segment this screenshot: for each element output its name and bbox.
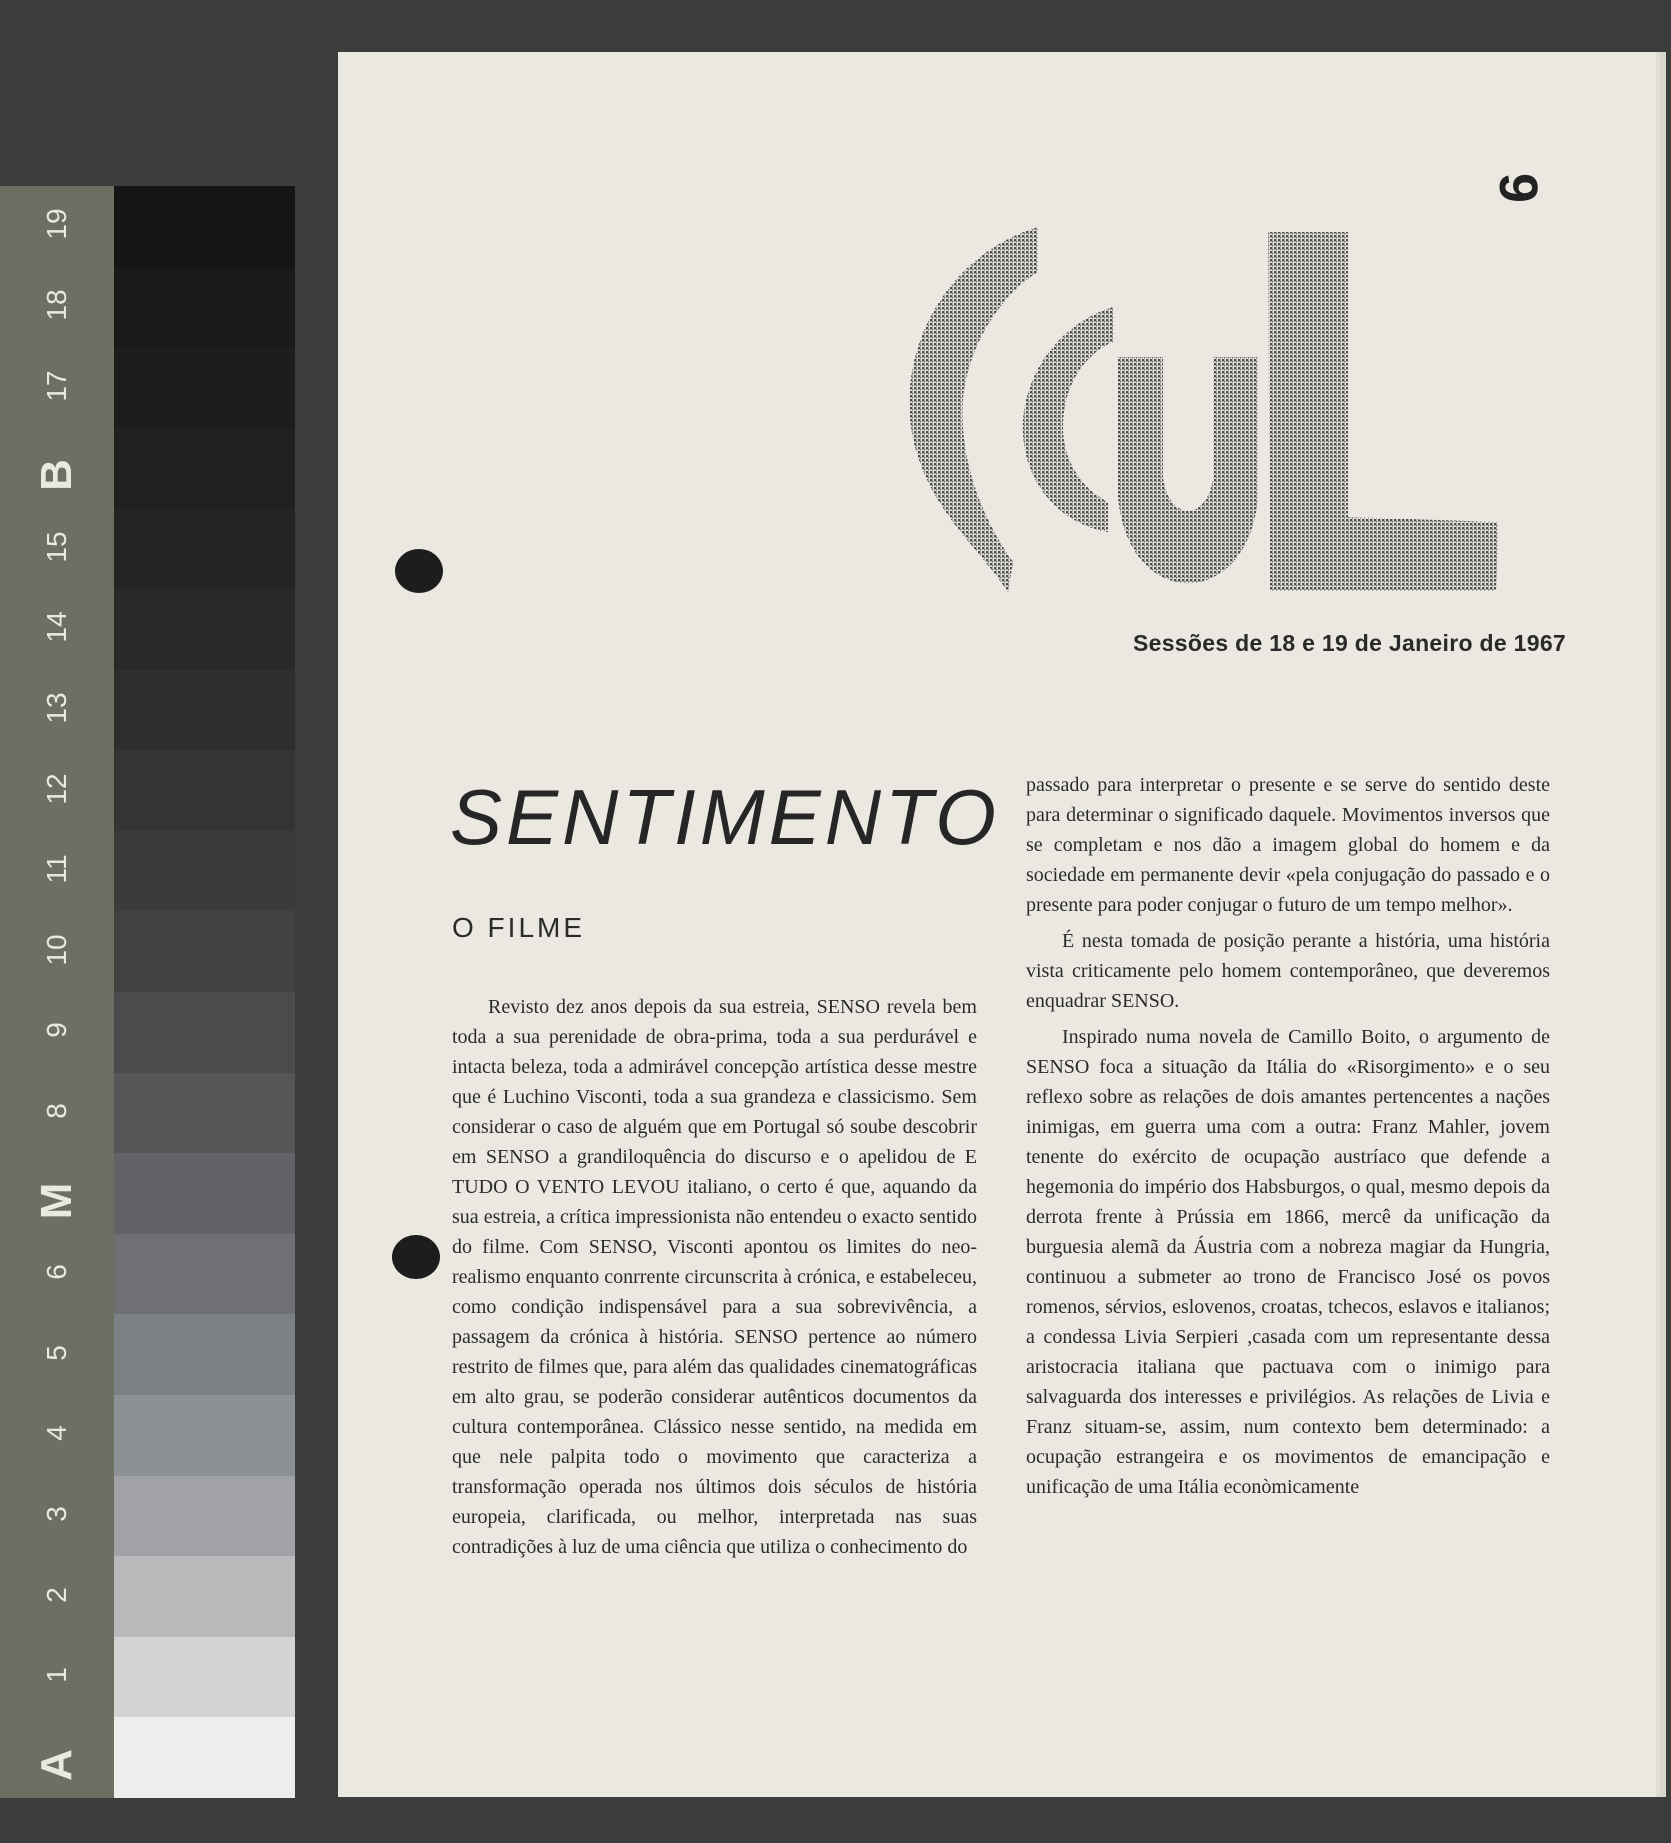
article-subtitle: O FILME	[452, 912, 586, 943]
paragraph: passado para interpretar o presente e se serve do sentido deste para determinar o significado daquele. Movimentos inversos que se completam e nos dão a imagem global do homem e da sociedade em permanente devir «pela conjugação do passado e o presente para poder conjugar o futuro de um tempo melhor».	[1026, 774, 1550, 916]
grey-swatch	[114, 750, 295, 831]
ruler-tick-label: 3	[41, 1506, 72, 1522]
color-calibration-strip	[0, 186, 295, 1798]
ruler-tick-label: 4	[41, 1425, 72, 1442]
session-date: Sessões de 18 e 19 de Janeiro de 1967	[1132, 630, 1566, 656]
grey-swatch	[114, 428, 295, 509]
ruler-tick-label: 15	[41, 531, 72, 563]
text-column-right	[1026, 770, 1550, 1502]
grey-swatch	[114, 911, 295, 992]
ruler-tick-label: 13	[41, 692, 72, 724]
logo-letter-l	[1268, 232, 1498, 591]
ruler-tick-label: 8	[41, 1103, 72, 1119]
ruler-tick-label: 10	[41, 934, 72, 966]
ruler-tick-label: B	[32, 459, 81, 491]
ruler-tick-label: 12	[41, 772, 72, 805]
grey-swatch	[114, 1476, 295, 1557]
grey-swatch	[114, 992, 295, 1073]
grey-swatches	[114, 186, 295, 1798]
grey-swatch	[114, 1314, 295, 1395]
page-number: 9	[1488, 172, 1549, 204]
logo-letter-c-inner	[1023, 307, 1113, 532]
ruler-tick-label: 5	[41, 1344, 72, 1361]
grey-swatch	[114, 508, 295, 589]
grey-swatch	[114, 1556, 295, 1637]
program-sheet	[338, 52, 1656, 1797]
ruler-tick-label: 2	[41, 1586, 72, 1603]
punch-hole-top	[395, 549, 443, 593]
logo-letter-c-outer	[909, 227, 1038, 592]
punch-hole-bottom	[392, 1235, 440, 1279]
text-column-left	[452, 992, 977, 1562]
grey-swatch	[114, 1153, 295, 1234]
grey-swatch	[114, 347, 295, 428]
paragraph: Inspirado numa novela de Camillo Boito, o argumento de SENSO foca a situação da Itália do «Risorgimento» e o seu reflexo sobre as relações de dois amantes pertencentes a nações inimigas, em guerra uma com a outra: Franz Mahler, jovem tenente do exército de ocupação austríaco que defende a hegemonia do império dos Habsburgos, o qual, mesmo depois da derrota frente à Prússia em 1866, mercê da unificação da burguesia alemã da Áustria com a nobreza magiar da Hungria, continuou a submeter ao trono de Francisco José os povos romenos, sérvios, eslovenos, croatas, tchecos, eslavos e italianos; a condessa Livia Serpieri ,casada com um representante dessa aristocracia italiana que pactuava com o inimigo para salvaguarda dos interesses e privilégios. As relações de Livia e Franz situam-se, assim, num contexto bem determinado: a ocupação estrangeira e os movimentos de emancipação e unificação de uma Itália econòmicamente	[1026, 1026, 1550, 1498]
grey-swatch	[114, 589, 295, 670]
ruler-tick-label: M	[32, 1182, 81, 1219]
grey-swatch	[114, 267, 295, 348]
grey-swatch	[114, 1395, 295, 1476]
ruler-tick-label: 9	[41, 1022, 72, 1039]
grey-swatch	[114, 1717, 295, 1798]
ruler-tick-labels	[0, 186, 114, 1798]
logo-letter-u	[1118, 357, 1258, 583]
ruler-tick-label: 6	[41, 1264, 72, 1280]
ruler-tick-label: 19	[41, 208, 72, 240]
grey-swatch	[114, 186, 295, 267]
paragraph: É nesta tomada de posição perante a história, uma história vista criticamente pelo homem contemporâneo, que deveremos enquadrar SENSO.	[1026, 930, 1550, 1012]
ruler-tick-label: A	[32, 1748, 81, 1781]
grey-swatch	[114, 831, 295, 912]
article-title: SENTIMENTO	[450, 773, 1000, 861]
grey-swatch	[114, 1234, 295, 1315]
ruler-scale	[0, 186, 114, 1798]
ruler-tick-label: 17	[41, 369, 72, 402]
ccul-logo	[878, 167, 1538, 627]
grey-swatch	[114, 1637, 295, 1718]
ruler-tick-label: 14	[41, 611, 72, 643]
ruler-tick-label: 1	[41, 1667, 72, 1683]
paragraph: Revisto dez anos depois da sua estreia, SENSO revela bem toda a sua perenidade de obra-prima, toda a sua perdurável e intacta beleza, toda a admirável concepção artística desse mestre que é Luchino Visconti, toda a sua grandeza e classicismo. Sem considerar o caso de alguém que em Portugal só soube descobrir em SENSO a grandiloquência do discurso e o apelidou de E TUDO O VENTO LEVOU italiano, o certo é que, aquando da sua estreia, a crítica impressionista não entendeu o exacto sentido do filme. Com SENSO, Visconti apontou os limites do neo-realismo enquanto conrrente circunscrita à crónica, e estabeleceu, como condição indispensável para a sua sobrevivência, a passagem da crónica à história. SENSO pertence ao número restrito de filmes que, para além das qualidades cinematográficas em alto grau, se poderão considerar autênticos documentos da cultura contemporânea. Clássico nesse sentido, na medida em que nele palpita todo o movimento que caracteriza a transformação operada nos últimos dois séculos de história europeia, clarificada, ou melhor, interpretada nas suas contradições à luz de uma ciência que utiliza o conhecimento do	[452, 996, 977, 1558]
ruler-tick-label: 11	[41, 854, 72, 884]
grey-swatch	[114, 670, 295, 751]
grey-swatch	[114, 1073, 295, 1154]
ruler-tick-label: 18	[41, 289, 72, 321]
